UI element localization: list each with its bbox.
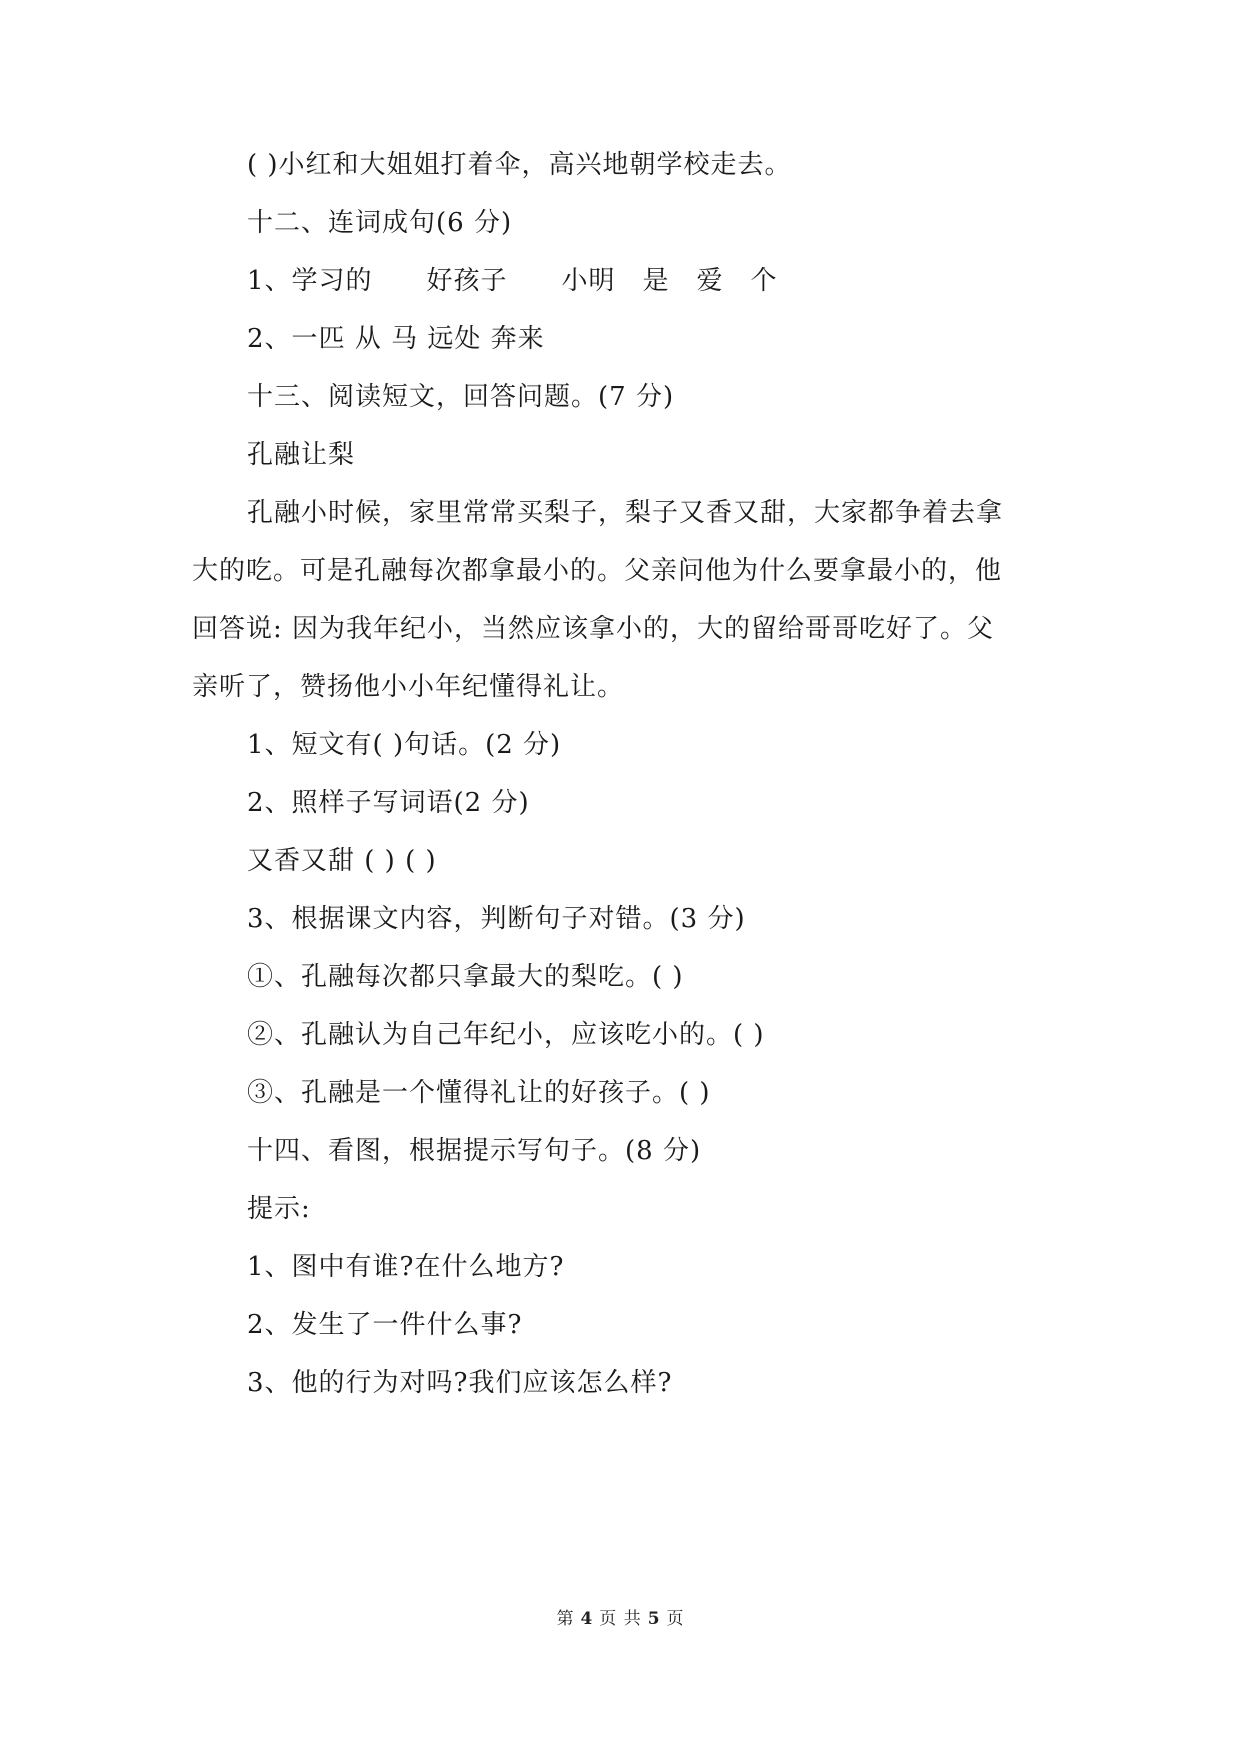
hint-item: 2、发生了一件什么事? — [247, 1310, 523, 1340]
passage-line: 亲听了，赞扬他小小年纪懂得礼让。 — [192, 672, 625, 702]
footer-prefix: 第 — [556, 1609, 575, 1629]
question-line: 2、照样子写词语(2 分) — [247, 788, 530, 818]
passage-line: 孔融小时候，家里常常买梨子，梨子又香又甜，大家都争着去拿 — [247, 498, 1004, 528]
footer-total-pages: 5 — [647, 1609, 661, 1629]
text-line: 提示: — [247, 1194, 311, 1224]
text-line: ( )小红和大姐姐打着伞，高兴地朝学校走去。 — [247, 150, 792, 180]
hint-item: 3、他的行为对吗?我们应该怎么样? — [247, 1368, 673, 1398]
footer-middle: 页 共 — [599, 1609, 642, 1629]
question-line: 1、短文有( )句话。(2 分) — [247, 730, 562, 760]
footer-current-page: 4 — [580, 1609, 594, 1629]
question-line: 3、根据课文内容，判断句子对错。(3 分) — [247, 904, 746, 934]
page-footer — [0, 1608, 1241, 1630]
judgement-item: ③、孔融是一个懂得礼让的好孩子。( ) — [247, 1078, 711, 1108]
hint-item: 1、图中有谁?在什么地方? — [247, 1252, 565, 1282]
passage-line: 回答说: 因为我年纪小，当然应该拿小的，大的留给哥哥吃好了。父 — [192, 614, 995, 644]
section-heading: 十二、连词成句(6 分) — [247, 208, 513, 238]
passage-title: 孔融让梨 — [247, 440, 356, 470]
section-heading: 十四、看图，根据提示写句子。(8 分) — [247, 1136, 702, 1166]
judgement-item: ①、孔融每次都只拿最大的梨吃。( ) — [247, 962, 684, 992]
text-line: 2、一匹 从 马 远处 奔来 — [247, 324, 545, 354]
text-line: 1、学习的 好孩子 小明 是 爱 个 — [247, 266, 778, 296]
passage-line: 大的吃。可是孔融每次都拿最小的。父亲问他为什么要拿最小的，他 — [192, 556, 1003, 586]
section-heading: 十三、阅读短文，回答问题。(7 分) — [247, 382, 675, 412]
text-line: 又香又甜 ( ) ( ) — [247, 846, 437, 876]
footer-suffix: 页 — [666, 1609, 685, 1629]
judgement-item: ②、孔融认为自己年纪小，应该吃小的。( ) — [247, 1020, 765, 1050]
